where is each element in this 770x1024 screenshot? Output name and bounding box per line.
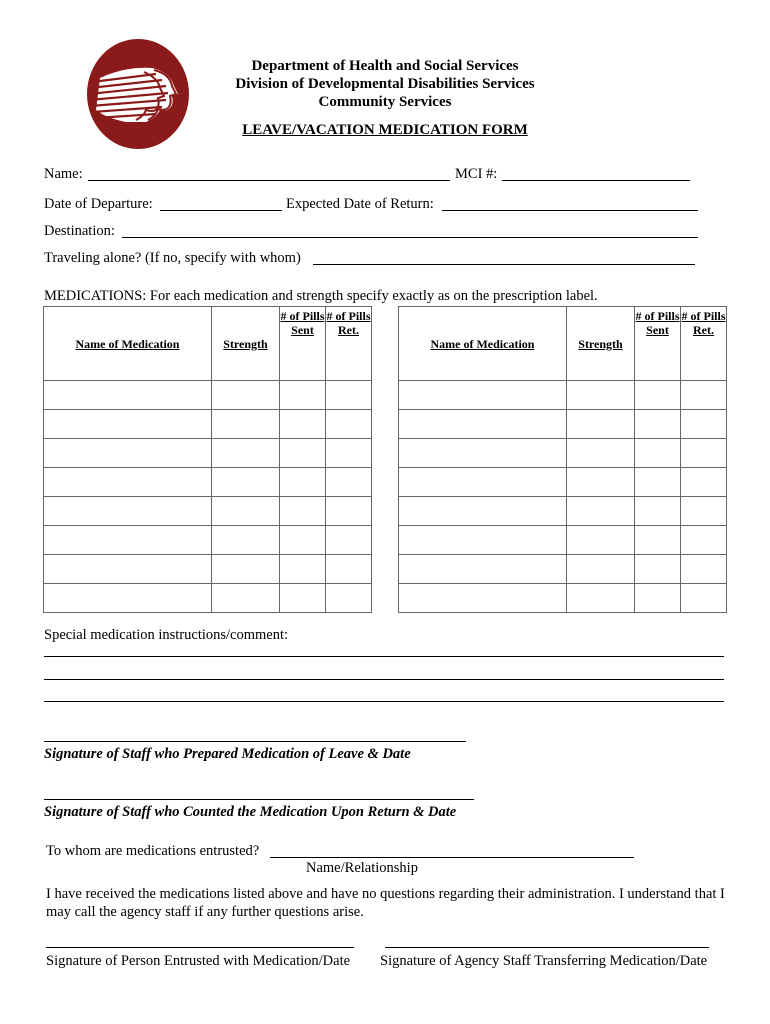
pills-returned-cell[interactable]	[326, 584, 372, 613]
pills-returned-cell[interactable]	[326, 410, 372, 439]
pills-sent-cell[interactable]	[635, 410, 681, 439]
strength-cell[interactable]	[567, 410, 635, 439]
medication-table-left	[43, 306, 372, 613]
pills-sent-cell[interactable]	[635, 584, 681, 613]
person-entrusted-signature-line[interactable]	[46, 946, 354, 948]
table-row	[44, 410, 372, 439]
medications-instructions: MEDICATIONS: For each medication and strength specify exactly as on the prescription label.	[44, 288, 598, 304]
pills-returned-cell[interactable]	[681, 381, 727, 410]
strength-cell[interactable]	[567, 555, 635, 584]
pills-returned-cell[interactable]	[681, 497, 727, 526]
medication-name-cell[interactable]	[399, 584, 567, 613]
strength-cell[interactable]	[212, 468, 280, 497]
destination-label: Destination:	[44, 223, 115, 239]
column-header-pills-sent: # of Pills Sent	[280, 307, 326, 381]
pills-returned-cell[interactable]	[326, 526, 372, 555]
column-header-strength: Strength	[567, 307, 635, 381]
strength-cell[interactable]	[212, 526, 280, 555]
medication-name-cell[interactable]	[399, 410, 567, 439]
pills-sent-cell[interactable]	[280, 468, 326, 497]
table-row	[399, 468, 727, 497]
medication-table-right	[398, 306, 727, 613]
medication-name-cell[interactable]	[44, 468, 212, 497]
column-header-medication-name: Name of Medication	[399, 307, 567, 381]
medication-name-cell[interactable]	[399, 497, 567, 526]
table-row	[44, 468, 372, 497]
comment-line-1[interactable]	[44, 656, 724, 657]
destination-input[interactable]	[122, 223, 698, 238]
comment-line-2[interactable]	[44, 679, 724, 680]
medication-name-cell[interactable]	[44, 439, 212, 468]
prepared-signature-label: Signature of Staff who Prepared Medication of Leave & Date	[44, 746, 411, 762]
medication-name-cell[interactable]	[44, 497, 212, 526]
strength-cell[interactable]	[212, 410, 280, 439]
comment-line-3[interactable]	[44, 701, 724, 702]
column-header-pills-returned: # of Pills Ret.	[326, 307, 372, 381]
strength-cell[interactable]	[567, 381, 635, 410]
medication-name-cell[interactable]	[44, 410, 212, 439]
table-row	[399, 584, 727, 613]
pills-returned-cell[interactable]	[681, 410, 727, 439]
agency-staff-signature-line[interactable]	[385, 946, 709, 948]
pills-returned-cell[interactable]	[326, 381, 372, 410]
table-row	[44, 555, 372, 584]
counted-signature-line[interactable]	[44, 798, 474, 800]
mci-field-label: MCI #:	[455, 166, 498, 182]
strength-cell[interactable]	[567, 584, 635, 613]
return-date-label: Expected Date of Return:	[286, 196, 434, 212]
agency-staff-signature-label: Signature of Agency Staff Transferring Medication/Date	[380, 953, 708, 969]
traveling-companion-input[interactable]	[313, 250, 695, 265]
pills-sent-cell[interactable]	[635, 468, 681, 497]
strength-cell[interactable]	[567, 497, 635, 526]
name-field-label: Name:	[44, 166, 83, 182]
table-row	[44, 497, 372, 526]
pills-sent-cell[interactable]	[280, 584, 326, 613]
return-date-input[interactable]	[442, 196, 698, 211]
strength-cell[interactable]	[212, 555, 280, 584]
table-row	[399, 555, 727, 584]
departure-date-input[interactable]	[160, 196, 282, 211]
medication-name-cell[interactable]	[399, 439, 567, 468]
pills-returned-cell[interactable]	[326, 555, 372, 584]
column-header-pills-sent: # of Pills Sent	[635, 307, 681, 381]
pills-sent-cell[interactable]	[280, 381, 326, 410]
medication-name-cell[interactable]	[44, 555, 212, 584]
entrusted-question: To whom are medications entrusted?	[46, 843, 260, 859]
pills-returned-cell[interactable]	[681, 526, 727, 555]
medication-name-cell[interactable]	[399, 381, 567, 410]
form-title: LEAVE/VACATION MEDICATION FORM	[242, 122, 528, 138]
column-header-strength: Strength	[212, 307, 280, 381]
table-row	[44, 439, 372, 468]
services-name: Community Services	[318, 94, 452, 110]
medication-name-cell[interactable]	[399, 468, 567, 497]
strength-cell[interactable]	[567, 468, 635, 497]
strength-cell[interactable]	[212, 381, 280, 410]
table-row	[44, 381, 372, 410]
column-header-medication-name: Name of Medication	[44, 307, 212, 381]
mci-input[interactable]	[502, 166, 690, 181]
table-row	[44, 584, 372, 613]
pills-returned-cell[interactable]	[681, 468, 727, 497]
pills-sent-cell[interactable]	[280, 555, 326, 584]
traveling-alone-label: Traveling alone? (If no, specify with whom)	[44, 250, 301, 266]
table-row	[399, 497, 727, 526]
strength-cell[interactable]	[567, 439, 635, 468]
pills-sent-cell[interactable]	[635, 526, 681, 555]
pills-sent-cell[interactable]	[280, 439, 326, 468]
pills-returned-cell[interactable]	[326, 439, 372, 468]
medication-name-cell[interactable]	[44, 381, 212, 410]
pills-sent-cell[interactable]	[280, 497, 326, 526]
dhss-logo	[86, 38, 190, 150]
entrusted-input[interactable]	[270, 843, 634, 858]
pills-sent-cell[interactable]	[635, 497, 681, 526]
medication-name-cell[interactable]	[399, 555, 567, 584]
table-row	[399, 381, 727, 410]
medication-name-cell[interactable]	[399, 526, 567, 555]
pills-sent-cell[interactable]	[280, 526, 326, 555]
special-instructions-label: Special medication instructions/comment:	[44, 627, 289, 643]
person-entrusted-signature-label: Signature of Person Entrusted with Medication/Date	[46, 953, 351, 969]
pills-sent-cell[interactable]	[635, 439, 681, 468]
table-row	[399, 439, 727, 468]
table-row	[399, 410, 727, 439]
departure-date-label: Date of Departure:	[44, 196, 153, 212]
counted-signature-label: Signature of Staff who Counted the Medication Upon Return & Date	[44, 804, 457, 820]
pills-returned-cell[interactable]	[681, 584, 727, 613]
division-name: Division of Developmental Disabilities Services	[235, 76, 535, 92]
pills-sent-cell[interactable]	[635, 381, 681, 410]
table-row	[399, 526, 727, 555]
strength-cell[interactable]	[212, 584, 280, 613]
pills-sent-cell[interactable]	[635, 555, 681, 584]
prepared-signature-line[interactable]	[44, 740, 466, 742]
name-input[interactable]	[88, 166, 450, 181]
table-row	[44, 526, 372, 555]
column-header-pills-returned: # of Pills Ret.	[681, 307, 727, 381]
pills-returned-cell[interactable]	[681, 439, 727, 468]
pills-sent-cell[interactable]	[280, 410, 326, 439]
strength-cell[interactable]	[212, 497, 280, 526]
pills-returned-cell[interactable]	[326, 468, 372, 497]
medication-name-cell[interactable]	[44, 584, 212, 613]
pills-returned-cell[interactable]	[681, 555, 727, 584]
acknowledgement-text: I have received the medications listed above and have no questions regarding their administration. I understand that I may call the agency staff if any further questions arise.	[46, 886, 725, 920]
medication-name-cell[interactable]	[44, 526, 212, 555]
strength-cell[interactable]	[567, 526, 635, 555]
dhss-profile-icon	[86, 38, 190, 150]
department-name: Department of Health and Social Services	[251, 58, 519, 74]
pills-returned-cell[interactable]	[326, 497, 372, 526]
strength-cell[interactable]	[212, 439, 280, 468]
name-relationship-caption: Name/Relationship	[306, 860, 418, 876]
